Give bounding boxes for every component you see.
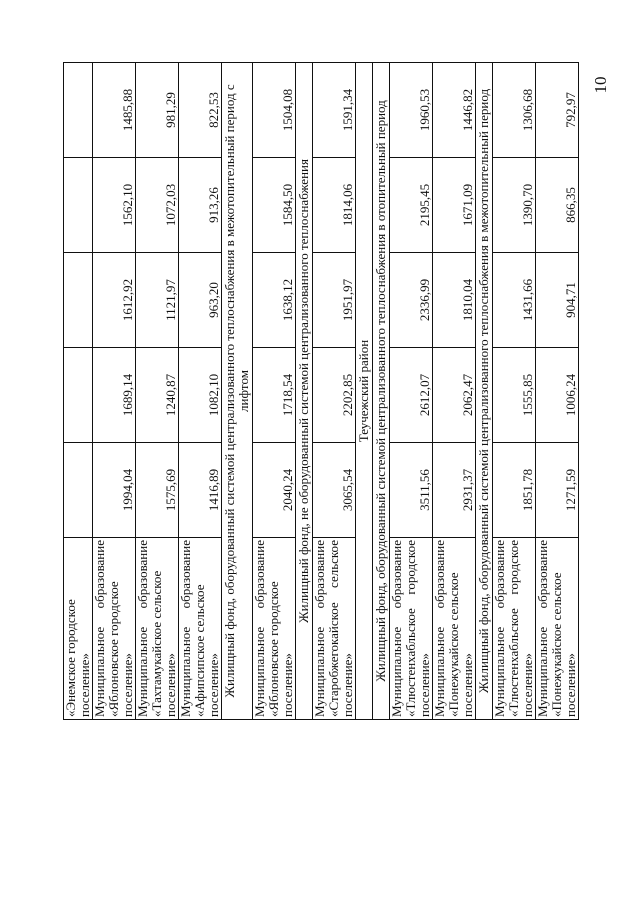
value-cell: 1960,53 (390, 63, 433, 158)
table-row (536, 63, 579, 720)
municipality-name-cell (253, 538, 296, 720)
municipality-type-line (253, 540, 267, 717)
value-cell: 1082,10 (179, 348, 222, 443)
municipality-name-line: «Яблоновское городское поселение» (106, 581, 135, 717)
value-cell: 1671,09 (433, 158, 476, 253)
value-cell: 2195,45 (390, 158, 433, 253)
municipality-name-cell: «Энемское городское поселение» (64, 538, 93, 720)
value-cell: 3065,54 (313, 443, 356, 538)
municipality-name-cell (390, 538, 433, 720)
rotated-table-sheet (63, 62, 578, 720)
value-cell: 1504,08 (253, 63, 296, 158)
municipality-type-line (93, 540, 107, 717)
table-row (390, 63, 433, 720)
table-row (433, 63, 476, 720)
value-cell: 1431,66 (493, 253, 536, 348)
municipality-type-label: образование (432, 540, 447, 609)
municipality-type-line (536, 540, 550, 717)
value-cell: 1006,24 (536, 348, 579, 443)
value-cell: 1612,92 (93, 253, 136, 348)
table-row (136, 63, 179, 720)
value-cell: 2931,37 (433, 443, 476, 538)
municipality-name-line (507, 540, 521, 717)
municipality-name-line (404, 540, 418, 717)
section-header-row (296, 63, 313, 720)
municipality-type-label: Муниципальное (312, 626, 327, 717)
value-cell: 1072,03 (136, 158, 179, 253)
municipality-name-line: «Яблоновское городское поселение» (266, 581, 295, 717)
municipality-name-line: поселение» (340, 653, 355, 717)
value-cell: 792,97 (536, 63, 579, 158)
value-cell (64, 443, 93, 538)
value-cell: 1689,14 (93, 348, 136, 443)
municipality-name-cell (313, 538, 356, 720)
municipality-type-label: Муниципальное (432, 626, 447, 717)
municipality-name-cell (493, 538, 536, 720)
value-cell: 3511,56 (390, 443, 433, 538)
municipality-name-part: «Тлюстенхабльское (403, 608, 418, 717)
municipality-type-label: Муниципальное (492, 626, 507, 717)
municipality-type-label: Муниципальное (92, 626, 107, 717)
value-cell: 1951,97 (313, 253, 356, 348)
municipality-type-line (493, 540, 507, 717)
section-header: Жилищный фонд, оборудованный системой централизованного теплоснабжения в межотопительный период с лифтом (222, 63, 253, 720)
value-cell: 1814,06 (313, 158, 356, 253)
municipality-type-label: образование (252, 540, 267, 609)
value-cell (64, 158, 93, 253)
page-number: 10 (591, 76, 610, 94)
municipality-name-line (327, 540, 341, 717)
table-row (93, 63, 136, 720)
municipality-name-line: «Понежукайское сельское поселение» (549, 572, 578, 717)
municipality-type-label: образование (389, 540, 404, 609)
municipality-type-label: образование (92, 540, 107, 609)
municipality-type-label: образование (135, 540, 150, 609)
value-cell: 2040,24 (253, 443, 296, 538)
value-cell: 1240,87 (136, 348, 179, 443)
municipality-type-label: Муниципальное (178, 626, 193, 717)
municipality-type-label: образование (312, 540, 327, 609)
municipality-type-line (313, 540, 327, 717)
value-cell (64, 253, 93, 348)
value-cell: 2062,47 (433, 348, 476, 443)
section-header: Жилищный фонд, оборудованный системой централизованного теплоснабжения в отопительный период (373, 63, 390, 720)
value-cell: 1718,54 (253, 348, 296, 443)
section-header-row (222, 63, 253, 720)
section-header: Жилищный фонд, не оборудованный системой централизованного теплоснабжения (296, 63, 313, 720)
municipality-name-line: «Тахтамукайское сельское поселение» (149, 570, 178, 717)
municipality-type-line (179, 540, 193, 717)
rotated-table-frame (63, 62, 578, 720)
municipality-type-label: образование (178, 540, 193, 609)
municipality-name-cell (93, 538, 136, 720)
municipality-name-cell (136, 538, 179, 720)
municipality-name-part: «Старобжегокайское (326, 602, 341, 717)
value-cell: 1446,82 (433, 63, 476, 158)
tariff-table (63, 62, 579, 720)
value-cell: 1591,34 (313, 63, 356, 158)
value-cell: 904,71 (536, 253, 579, 348)
value-cell: 822,53 (179, 63, 222, 158)
value-cell: 1575,69 (136, 443, 179, 538)
value-cell: 1555,85 (493, 348, 536, 443)
value-cell: 1994,04 (93, 443, 136, 538)
value-cell: 1810,04 (433, 253, 476, 348)
tariff-table-body (64, 63, 579, 720)
section-header-row (373, 63, 390, 720)
municipality-type-label: Муниципальное (389, 626, 404, 717)
table-row (64, 63, 93, 720)
municipality-type-label: Муниципальное (252, 626, 267, 717)
municipality-name-line: поселение» (417, 653, 432, 717)
municipality-type-label: образование (535, 540, 550, 609)
municipality-name-cell (179, 538, 222, 720)
table-row (179, 63, 222, 720)
municipality-name-line: «Афипсипское сельское поселение» (192, 584, 221, 717)
value-cell: 1638,12 (253, 253, 296, 348)
municipality-name-cell (433, 538, 476, 720)
section-header-row (476, 63, 493, 720)
value-cell: 913,26 (179, 158, 222, 253)
municipality-type-label: образование (492, 540, 507, 609)
municipality-name-line: «Понежукайское сельское поселение» (446, 572, 475, 717)
value-cell: 1271,59 (536, 443, 579, 538)
municipality-name-line: поселение» (520, 653, 535, 717)
value-cell: 1121,97 (136, 253, 179, 348)
value-cell: 2612,07 (390, 348, 433, 443)
value-cell: 1851,78 (493, 443, 536, 538)
municipality-name-part: городское (506, 540, 521, 595)
table-row (253, 63, 296, 720)
value-cell: 1485,88 (93, 63, 136, 158)
municipality-name-part: городское (403, 540, 418, 595)
municipality-name-cell (536, 538, 579, 720)
section-header: Жилищный фонд, оборудованный системой централизованного теплоснабжения в межотопительный период (476, 63, 493, 720)
value-cell: 981,29 (136, 63, 179, 158)
value-cell: 1584,50 (253, 158, 296, 253)
municipality-type-line (433, 540, 447, 717)
municipality-type-line (136, 540, 150, 717)
value-cell: 1416,89 (179, 443, 222, 538)
table-row (493, 63, 536, 720)
value-cell: 1306,68 (493, 63, 536, 158)
value-cell: 2336,99 (390, 253, 433, 348)
value-cell (64, 348, 93, 443)
value-cell: 963,20 (179, 253, 222, 348)
value-cell: 2202,85 (313, 348, 356, 443)
municipality-name-part: «Тлюстенхабльское (506, 608, 521, 717)
value-cell (64, 63, 93, 158)
value-cell: 1562,10 (93, 158, 136, 253)
municipality-name-part: сельское (326, 540, 341, 588)
value-cell: 1390,70 (493, 158, 536, 253)
municipality-type-label: Муниципальное (135, 626, 150, 717)
table-row (313, 63, 356, 720)
section-header-row (356, 63, 373, 720)
municipality-type-label: Муниципальное (535, 626, 550, 717)
section-header: Теучежский район (356, 63, 373, 720)
municipality-type-line (390, 540, 404, 717)
value-cell: 866,35 (536, 158, 579, 253)
